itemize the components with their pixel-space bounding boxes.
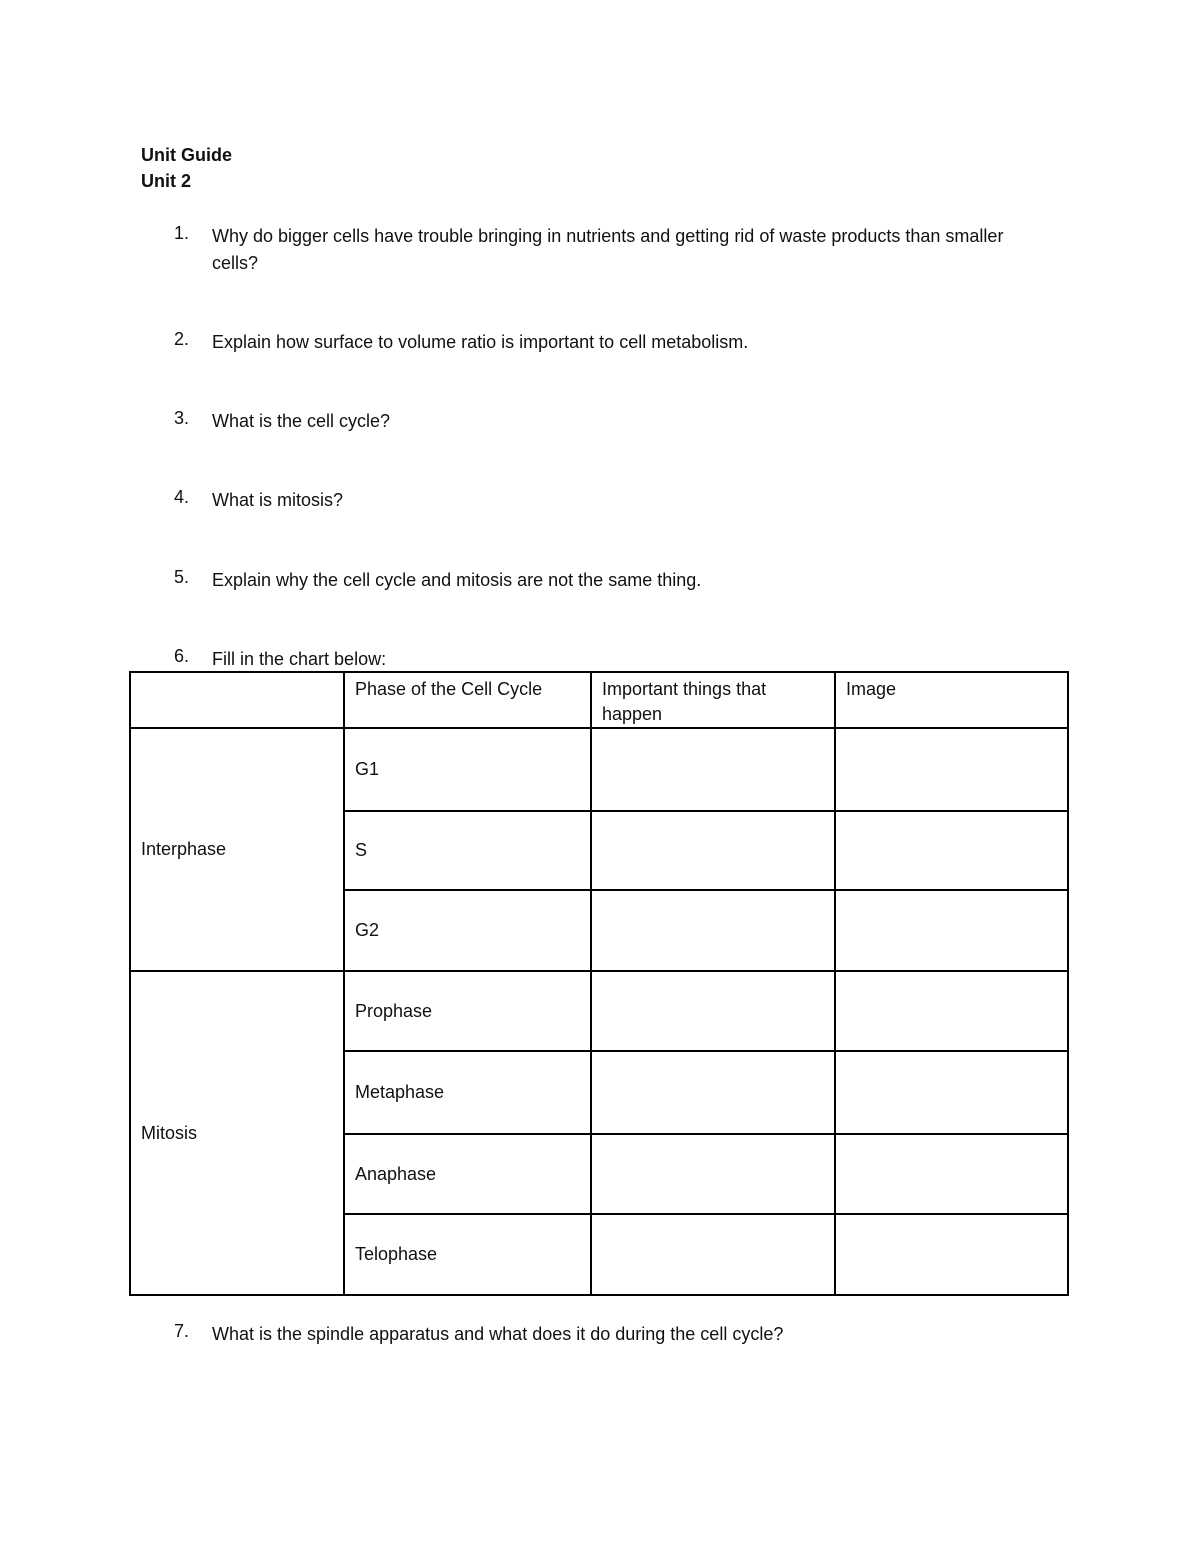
- phase-cell: G1: [344, 728, 591, 811]
- phase-cell: Prophase: [344, 971, 591, 1051]
- events-cell[interactable]: [591, 1134, 835, 1214]
- events-cell[interactable]: [591, 1051, 835, 1134]
- image-cell[interactable]: [835, 1214, 1068, 1295]
- question-text: Explain why the cell cycle and mitosis are not the same thing.: [212, 570, 702, 590]
- question-number: 7.: [174, 1321, 190, 1341]
- table-header-cell: Phase of the Cell Cycle: [344, 672, 591, 728]
- group-label-mitosis: Mitosis: [130, 971, 344, 1295]
- question-number: 6.: [174, 646, 190, 666]
- table-header-cell: [130, 672, 344, 728]
- cell-cycle-chart: [129, 671, 1069, 1296]
- events-cell[interactable]: [591, 1214, 835, 1295]
- page-title: Unit Guide: [141, 145, 232, 165]
- question-number: 2.: [174, 329, 190, 349]
- question-text: Why do bigger cells have trouble bringing in nutrients and getting rid of waste products than smaller cells?: [212, 226, 1004, 273]
- phase-cell: Telophase: [344, 1214, 591, 1295]
- table-header-cell: Important things that happen: [591, 672, 835, 728]
- image-cell[interactable]: [835, 728, 1068, 811]
- image-cell[interactable]: [835, 811, 1068, 890]
- events-cell[interactable]: [591, 971, 835, 1051]
- image-cell[interactable]: [835, 1134, 1068, 1214]
- phase-cell: S: [344, 811, 591, 890]
- events-cell[interactable]: [591, 811, 835, 890]
- question-number: 4.: [174, 487, 190, 507]
- phase-cell: Anaphase: [344, 1134, 591, 1214]
- question-text: Fill in the chart below:: [212, 649, 387, 669]
- image-cell[interactable]: [835, 971, 1068, 1051]
- events-cell[interactable]: [591, 890, 835, 971]
- image-cell[interactable]: [835, 1051, 1068, 1134]
- image-cell[interactable]: [835, 890, 1068, 971]
- phase-cell: Metaphase: [344, 1051, 591, 1134]
- question-text: What is the spindle apparatus and what does it do during the cell cycle?: [212, 1324, 784, 1344]
- events-cell[interactable]: [591, 728, 835, 811]
- page-subtitle: Unit 2: [141, 171, 192, 191]
- question-number: 3.: [174, 408, 190, 428]
- question-text: What is mitosis?: [212, 490, 344, 510]
- question-number: 5.: [174, 567, 190, 587]
- question-text: What is the cell cycle?: [212, 411, 391, 431]
- question-text: Explain how surface to volume ratio is important to cell metabolism.: [212, 332, 749, 352]
- phase-cell: G2: [344, 890, 591, 971]
- question-number: 1.: [174, 223, 190, 243]
- table-header-cell: Image: [835, 672, 1068, 728]
- group-label-interphase: Interphase: [130, 728, 344, 971]
